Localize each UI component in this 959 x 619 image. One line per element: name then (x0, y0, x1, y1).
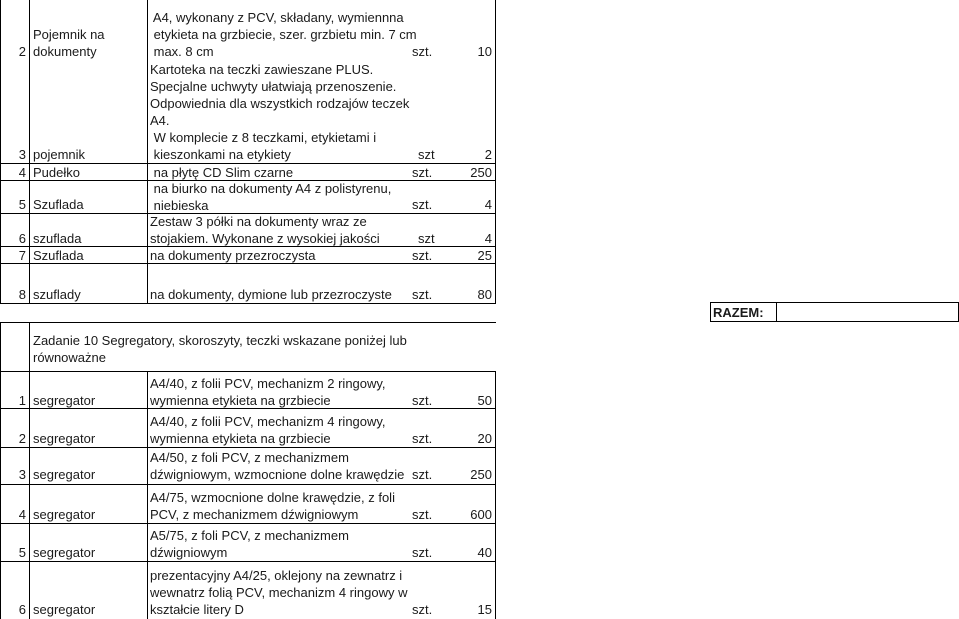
item-quantity: 600 (470, 507, 492, 522)
item-name: segregator (33, 602, 96, 617)
item-description: Zestaw 3 półki na dokumenty wraz ze stojakiem. Wykonane z wysokiej jakości (150, 214, 380, 246)
grid-line (147, 371, 148, 619)
grid-line (29, 322, 30, 619)
grid-line (0, 523, 496, 524)
item-unit: szt. (412, 602, 433, 617)
item-description: A4/50, z foli PCV, z mechanizmem dźwigniowym, wzmocnione dolne krawędzie (150, 450, 405, 482)
grid-line (0, 303, 496, 304)
row-number: 3 (18, 147, 26, 162)
item-unit: szt. (412, 197, 433, 212)
item-description: A4, wykonany z PCV, składany, wymiennna etykieta na grzbiecie, szer. grzbietu min. 7 cm max. 8 cm (152, 10, 417, 59)
item-name: segregator (33, 431, 96, 446)
item-description: na dokumenty, dymione lub przezroczyste (150, 287, 392, 302)
item-quantity: 80 (477, 287, 492, 302)
grid-line (147, 0, 148, 303)
row-number: 1 (18, 393, 26, 408)
row-number: 4 (18, 165, 26, 180)
item-name: pojemnik (33, 147, 86, 162)
item-unit: szt. (412, 287, 433, 302)
item-name: Szuflada (33, 197, 84, 212)
item-description: A4/40, z folii PCV, mechanizm 2 ringowy, wymienna etykieta na grzbiecie (150, 376, 386, 408)
item-quantity: 20 (477, 431, 492, 446)
row-number: 2 (18, 44, 26, 59)
item-unit: szt. (412, 44, 433, 59)
item-description: A5/75, z foli PCV, z mechanizmem dźwigniowym (150, 528, 349, 560)
item-name: segregator (33, 545, 96, 560)
row-number: 6 (18, 231, 26, 246)
item-quantity: 250 (470, 467, 492, 482)
item-quantity: 50 (477, 393, 492, 408)
item-name: Pudełko (33, 165, 80, 180)
grid-line (0, 447, 496, 448)
grid-line (495, 0, 496, 303)
row-number: 3 (18, 467, 26, 482)
grid-line (0, 322, 496, 323)
grid-line (0, 561, 496, 562)
grid-line (495, 371, 496, 619)
item-description: na dokumenty przezroczysta (150, 248, 316, 263)
item-quantity: 15 (477, 602, 492, 617)
item-name: szuflada (33, 231, 82, 246)
row-number: 7 (18, 248, 26, 263)
grid-line (776, 302, 777, 322)
row-number: 5 (18, 545, 26, 560)
row-number: 6 (18, 602, 26, 617)
row-number: 8 (18, 287, 26, 302)
item-unit: szt (418, 231, 435, 246)
item-description: na płytę CD Slim czarne (150, 165, 294, 180)
grid-line (710, 302, 711, 322)
item-quantity: 10 (477, 44, 492, 59)
item-unit: szt. (412, 248, 433, 263)
item-quantity: 40 (477, 545, 492, 560)
razem-label: RAZEM: (713, 305, 764, 320)
item-description: na biurko na dokumenty A4 z polistyrenu, niebieska (153, 181, 392, 213)
item-description: A4/40, z folii PCV, mechanizm 4 ringowy, wymienna etykieta na grzbiecie (150, 414, 386, 446)
grid-line (0, 371, 496, 372)
item-name: Pojemnik na dokumenty (33, 27, 105, 59)
item-name: segregator (33, 507, 96, 522)
grid-line (710, 302, 959, 303)
item-unit: szt. (412, 545, 433, 560)
grid-line (710, 321, 959, 322)
item-description: Kartoteka na teczki zawieszane PLUS. Specjalne uchwyty ułatwiają przenoszenie. Odpowiednia dla wszystkich rodzajów teczek A4. W komplecie z 8 teczkami, etykietami i kieszonkami na etykiety (150, 62, 410, 162)
section-title: Zadanie 10 Segregatory, skoroszyty, teczki wskazane poniżej lub równoważne (33, 333, 407, 365)
item-unit: szt (418, 147, 435, 162)
item-unit: szt. (412, 431, 433, 446)
item-name: segregator (33, 393, 96, 408)
item-quantity: 2 (484, 147, 492, 162)
item-quantity: 250 (470, 165, 492, 180)
item-unit: szt. (412, 393, 433, 408)
item-description: A4/75, wzmocnione dolne krawędzie, z foli PCV, z mechanizmem dźwigniowym (150, 490, 395, 522)
item-name: segregator (33, 467, 96, 482)
grid-line (29, 0, 30, 303)
item-unit: szt. (412, 507, 433, 522)
item-quantity: 4 (484, 197, 492, 212)
grid-line (0, 484, 496, 485)
item-name: szuflady (33, 287, 81, 302)
grid-line (0, 0, 1, 303)
item-quantity: 25 (477, 248, 492, 263)
item-description: prezentacyjny A4/25, oklejony na zewnatrz i wewnatrz folią PCV, mechanizm 4 ringowy w kształcie litery D (150, 568, 408, 617)
item-unit: szt. (412, 165, 433, 180)
item-unit: szt. (412, 467, 433, 482)
item-name: Szuflada (33, 248, 84, 263)
grid-line (0, 322, 1, 619)
row-number: 2 (18, 431, 26, 446)
row-number: 5 (18, 197, 26, 212)
item-quantity: 4 (484, 231, 492, 246)
row-number: 4 (18, 507, 26, 522)
